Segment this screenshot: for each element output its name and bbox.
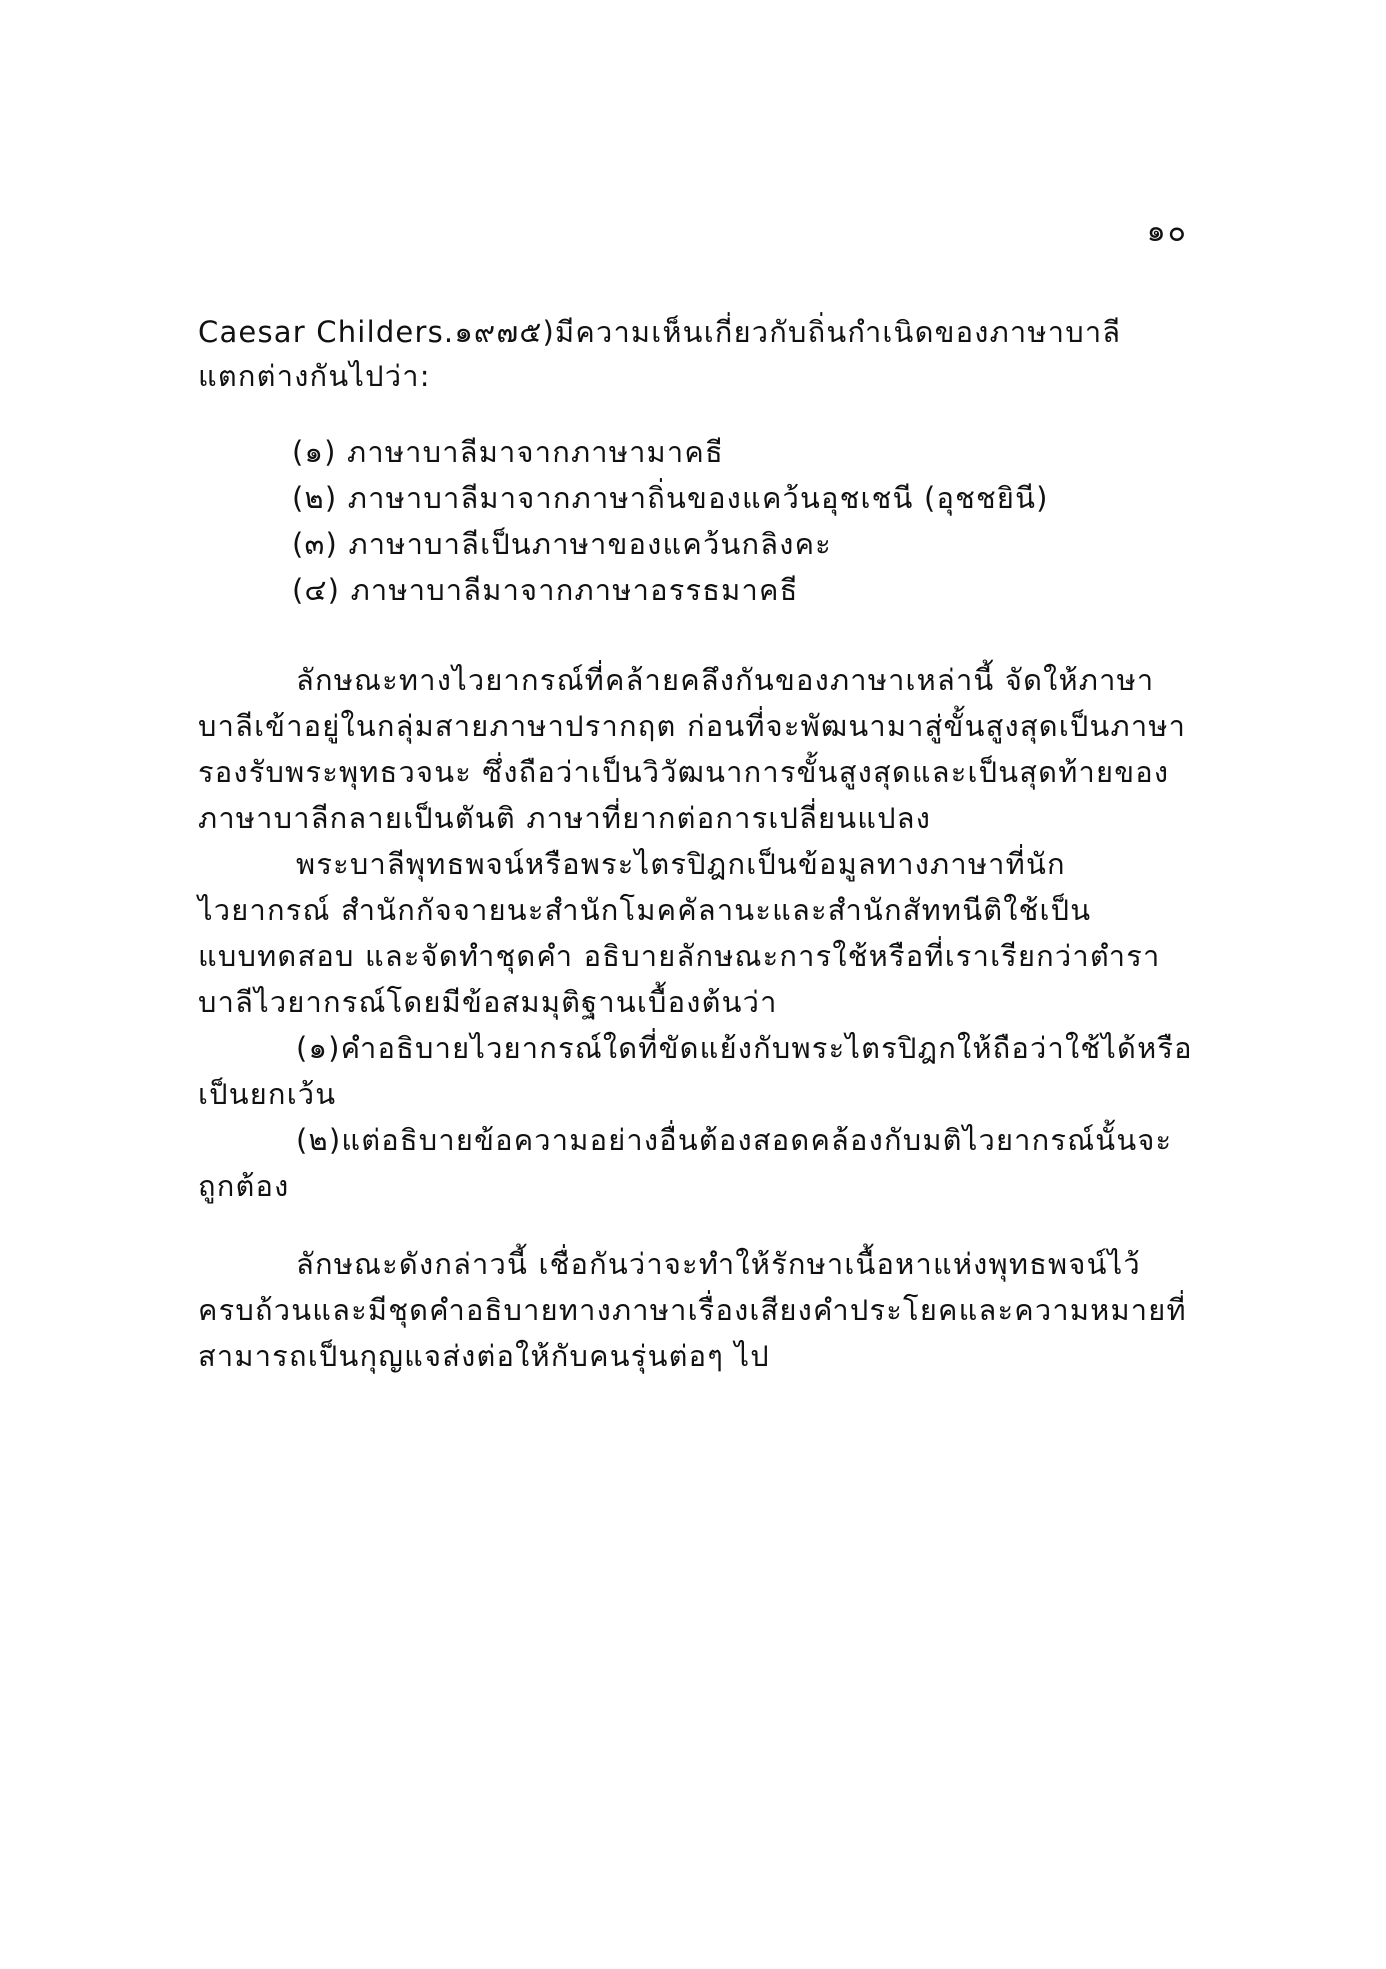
- paragraph-3-line-3: สามารถเป็นกุญแจส่งต่อให้กับคนรุ่นต่อๆ ไป: [198, 1339, 770, 1373]
- origin-item-1: (๑) ภาษาบาลีมาจากภาษามาคธี: [292, 435, 724, 469]
- paragraph-3-line-2: ครบถ้วนและมีชุดคำอธิบายทางภาษาเรื่องเสียงคำประโยคและความหมายที่: [198, 1293, 1187, 1327]
- paragraph-2-line-2: ไวยากรณ์ สำนักกัจจายนะสำนักโมคคัลานะและสำนักสัททนีติใช้เป็น: [198, 893, 1092, 927]
- paragraph-2-line-1: พระบาลีพุทธพจน์หรือพระไตรปิฎกเป็นข้อมูลทางภาษาที่นัก: [296, 847, 1066, 881]
- origin-item-2: (๒) ภาษาบาลีมาจากภาษาถิ่นของแคว้นอุชเชนี (อุชชยินี): [292, 481, 1049, 515]
- paragraph-1-line-4: ภาษาบาลีกลายเป็นตันติ ภาษาที่ยากต่อการเปลี่ยนแปลง: [198, 801, 932, 835]
- paragraph-1-line-1: ลักษณะทางไวยากรณ์ที่คล้ายคลึงกันของภาษาเหล่านี้ จัดให้ภาษา: [296, 663, 1155, 697]
- paragraph-1-line-2: บาลีเข้าอยู่ในกลุ่มสายภาษาปรากฤต ก่อนที่จะพัฒนามาสู่ขั้นสูงสุดเป็นภาษา: [198, 709, 1187, 743]
- origin-item-4: (๔) ภาษาบาลีมาจากภาษาอรรธมาคธี: [292, 573, 799, 607]
- paragraph-2-line-3: แบบทดสอบ และจัดทำชุดคำ อธิบายลักษณะการใช้หรือที่เราเรียกว่าตำรา: [198, 939, 1161, 973]
- assumption-1-line-2: เป็นยกเว้น: [198, 1077, 337, 1111]
- paragraph-3-line-1: ลักษณะดังกล่าวนี้ เชื่อกันว่าจะทำให้รักษาเนื้อหาแห่งพุทธพจน์ไว้: [296, 1247, 1141, 1281]
- assumption-1-line-1: (๑)คำอธิบายไวยากรณ์ใดที่ขัดแย้งกับพระไตรปิฎกให้ถือว่าใช้ได้หรือ: [296, 1031, 1193, 1065]
- assumption-2-line-1: (๒)แต่อธิบายข้อความอย่างอื่นต้องสอดคล้องกับมติไวยากรณ์นั้นจะ: [296, 1123, 1173, 1157]
- paragraph-2-line-4: บาลีไวยากรณ์โดยมีข้อสมมุติฐานเบื้องต้นว่า: [198, 985, 778, 1019]
- assumption-2-line-2: ถูกต้อง: [198, 1169, 290, 1203]
- paragraph-1-line-3: รองรับพระพุทธวจนะ ซึ่งถือว่าเป็นวิวัฒนาการขั้นสูงสุดและเป็นสุดท้ายของ: [198, 755, 1170, 789]
- intro-line-2: แตกต่างกันไปว่า:: [198, 359, 431, 393]
- page-number: ๑๐: [1146, 214, 1188, 249]
- intro-line-1: Caesar Childers.๑๙๗๕)มีความเห็นเกี่ยวกับถิ่นกำเนิดของภาษาบาลี: [198, 315, 1122, 349]
- origin-item-3: (๓) ภาษาบาลีเป็นภาษาของแคว้นกลิงคะ: [292, 527, 832, 561]
